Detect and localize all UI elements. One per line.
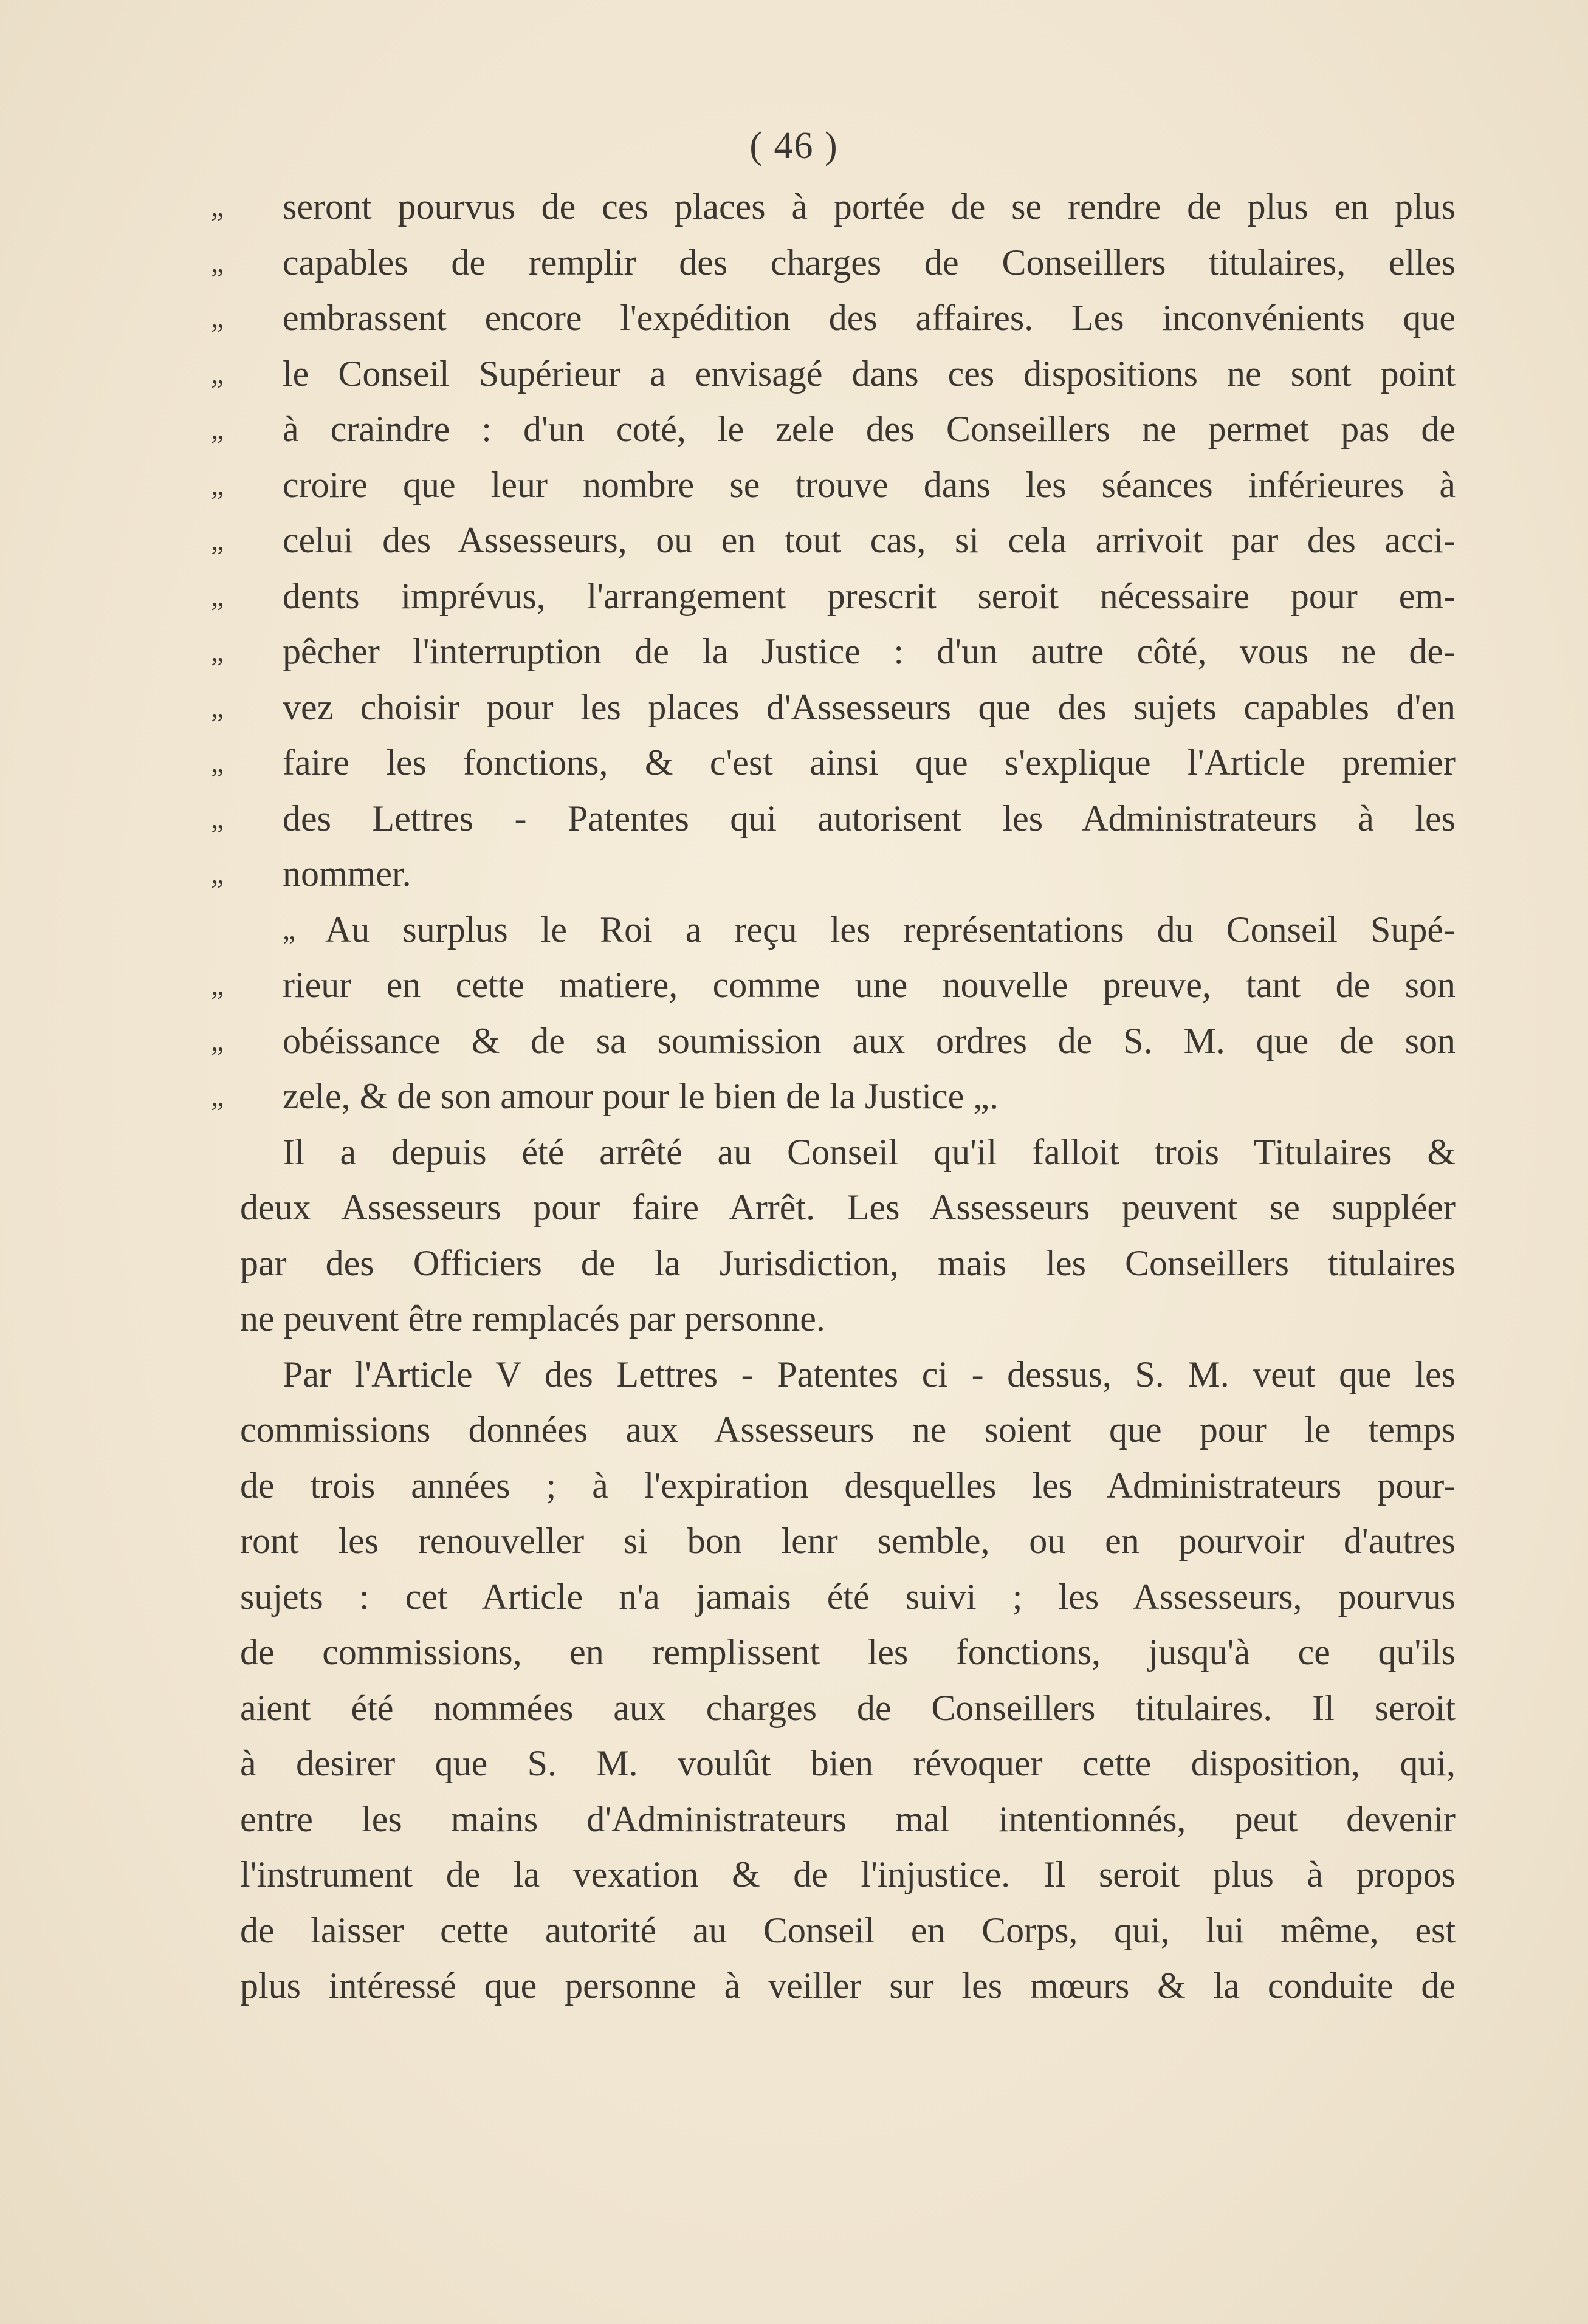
line-text: plus intéressé que personne à veiller sur les mœurs & la conduite de	[240, 1966, 1456, 2006]
text-line	[240, 1236, 1456, 1292]
text-line	[240, 1903, 1456, 1959]
line-text: commissions données aux Assesseurs ne soient que pour le temps	[240, 1410, 1456, 1450]
quote-mark: „	[211, 468, 224, 501]
quote-mark: „	[211, 413, 224, 445]
quote-mark: „	[211, 524, 224, 557]
text-line	[211, 846, 1456, 902]
line-text: croire que leur nombre se trouve dans les séances inférieures à	[283, 464, 1456, 505]
quote-mark: „	[211, 858, 224, 890]
quote-mark: „	[211, 969, 224, 1001]
quote-mark: „	[211, 302, 224, 334]
text-line	[211, 513, 1456, 569]
line-text: entre les mains d'Administrateurs mal intentionnés, peut devenir	[240, 1798, 1456, 1839]
quote-mark: „	[211, 747, 224, 779]
text-line	[211, 1013, 1456, 1069]
text-line	[211, 346, 1456, 402]
quote-mark: „	[211, 246, 224, 279]
line-text: dents imprévus, l'arrangement prescrit seroit nécessaire pour em-	[283, 575, 1456, 616]
quote-mark: „	[211, 636, 224, 668]
text-line	[240, 1958, 1456, 2014]
line-text: par des Officiers de la Jurisdiction, mais les Conseillers titulaires	[240, 1243, 1456, 1283]
line-text: Par l'Article V des Lettres - Patentes ci - dessus, S. M. veut que les	[283, 1354, 1456, 1394]
quote-mark: „	[211, 191, 224, 223]
text-line	[211, 179, 1456, 235]
line-text: à craindre : d'un coté, le zele des Conseillers ne permet pas de	[283, 409, 1456, 449]
line-text: celui des Assesseurs, ou en tout cas, si cela arrivoit par des acci-	[283, 520, 1456, 560]
text-line	[240, 1402, 1456, 1458]
line-text: pêcher l'interruption de la Justice : d'un autre côté, vous ne de-	[283, 631, 1456, 671]
text-line	[211, 1069, 1456, 1125]
quote-mark: „	[211, 691, 224, 724]
text-line	[240, 1625, 1456, 1681]
line-text: nommer.	[283, 854, 411, 894]
text-line	[240, 1513, 1456, 1569]
text-line	[211, 624, 1456, 680]
line-text: de trois années ; à l'expiration desquelles les Administrateurs pour-	[240, 1465, 1456, 1506]
line-text: obéissance & de sa soumission aux ordres de S. M. que de son	[283, 1020, 1456, 1061]
text-line	[240, 1681, 1456, 1736]
line-text: ront les renouveller si bon lenr semble, ou en pourvoir d'autres	[240, 1521, 1456, 1561]
line-text: sujets : cet Article n'a jamais été suivi ; les Assesseurs, pourvus	[240, 1576, 1456, 1617]
line-text: deux Assesseurs pour faire Arrêt. Les Assesseurs peuvent se suppléer	[240, 1187, 1456, 1227]
quote-mark: „	[211, 802, 224, 835]
text-line	[211, 680, 1456, 736]
text-line	[240, 1569, 1456, 1625]
line-text: de laisser cette autorité au Conseil en Corps, qui, lui même, est	[240, 1910, 1456, 1950]
text-line	[211, 735, 1456, 791]
text-line	[211, 402, 1456, 458]
page-number: ( 46 )	[749, 125, 839, 166]
quote-mark: „	[211, 1080, 224, 1112]
line-text: aient été nommées aux charges de Conseillers titulaires. Il seroit	[240, 1687, 1456, 1728]
text-line	[211, 958, 1456, 1013]
line-text: zele, & de son amour pour le bien de la Justice „.	[283, 1076, 999, 1116]
line-text: des Lettres - Patentes qui autorisent les Administrateurs à les	[283, 798, 1456, 838]
line-text: capables de remplir des charges de Conseillers titulaires, elles	[283, 242, 1456, 283]
text-line	[240, 1291, 1456, 1347]
text-line	[211, 290, 1456, 346]
text-line	[240, 1847, 1456, 1903]
line-text: le Conseil Supérieur a envisagé dans ces dispositions ne sont point	[283, 353, 1456, 394]
quote-mark: „	[211, 357, 224, 390]
text-line	[240, 1792, 1456, 1848]
line-text: ne peuvent être remplacés par personne.	[240, 1298, 825, 1339]
line-text: embrassent encore l'expédition des affaires. Les inconvénients que	[283, 298, 1456, 338]
line-text: vez choisir pour les places d'Assesseurs que des sujets capables d'en	[283, 687, 1456, 727]
text-line	[240, 1180, 1456, 1236]
text-line	[211, 569, 1456, 625]
quote-mark: „	[211, 1024, 224, 1057]
line-text: à desirer que S. M. voulût bien révoquer cette disposition, qui,	[240, 1743, 1456, 1783]
line-text: Au surplus le Roi a reçu les représentations du Conseil Supé-	[325, 909, 1456, 950]
line-text: rieur en cette matiere, comme une nouvelle preuve, tant de son	[283, 965, 1456, 1005]
quote-mark: „	[211, 580, 224, 612]
text-line	[240, 902, 1456, 958]
line-text: de commissions, en remplissent les fonctions, jusqu'à ce qu'ils	[240, 1632, 1456, 1672]
text-line	[240, 1347, 1456, 1403]
text-line	[211, 791, 1456, 847]
text-line	[211, 458, 1456, 513]
line-text: Il a depuis été arrêté au Conseil qu'il falloit trois Titulaires &	[283, 1131, 1456, 1172]
page-body-text	[211, 179, 1456, 2014]
line-text: faire les fonctions, & c'est ainsi que s'explique l'Article premier	[283, 742, 1456, 783]
text-line	[211, 235, 1456, 291]
text-line	[240, 1125, 1456, 1181]
line-text: l'instrument de la vexation & de l'injustice. Il seroit plus à propos	[240, 1854, 1456, 1894]
line-text: seront pourvus de ces places à portée de se rendre de plus en plus	[283, 187, 1456, 227]
text-line	[240, 1736, 1456, 1792]
quote-mark: „	[283, 913, 296, 946]
text-line	[240, 1458, 1456, 1514]
